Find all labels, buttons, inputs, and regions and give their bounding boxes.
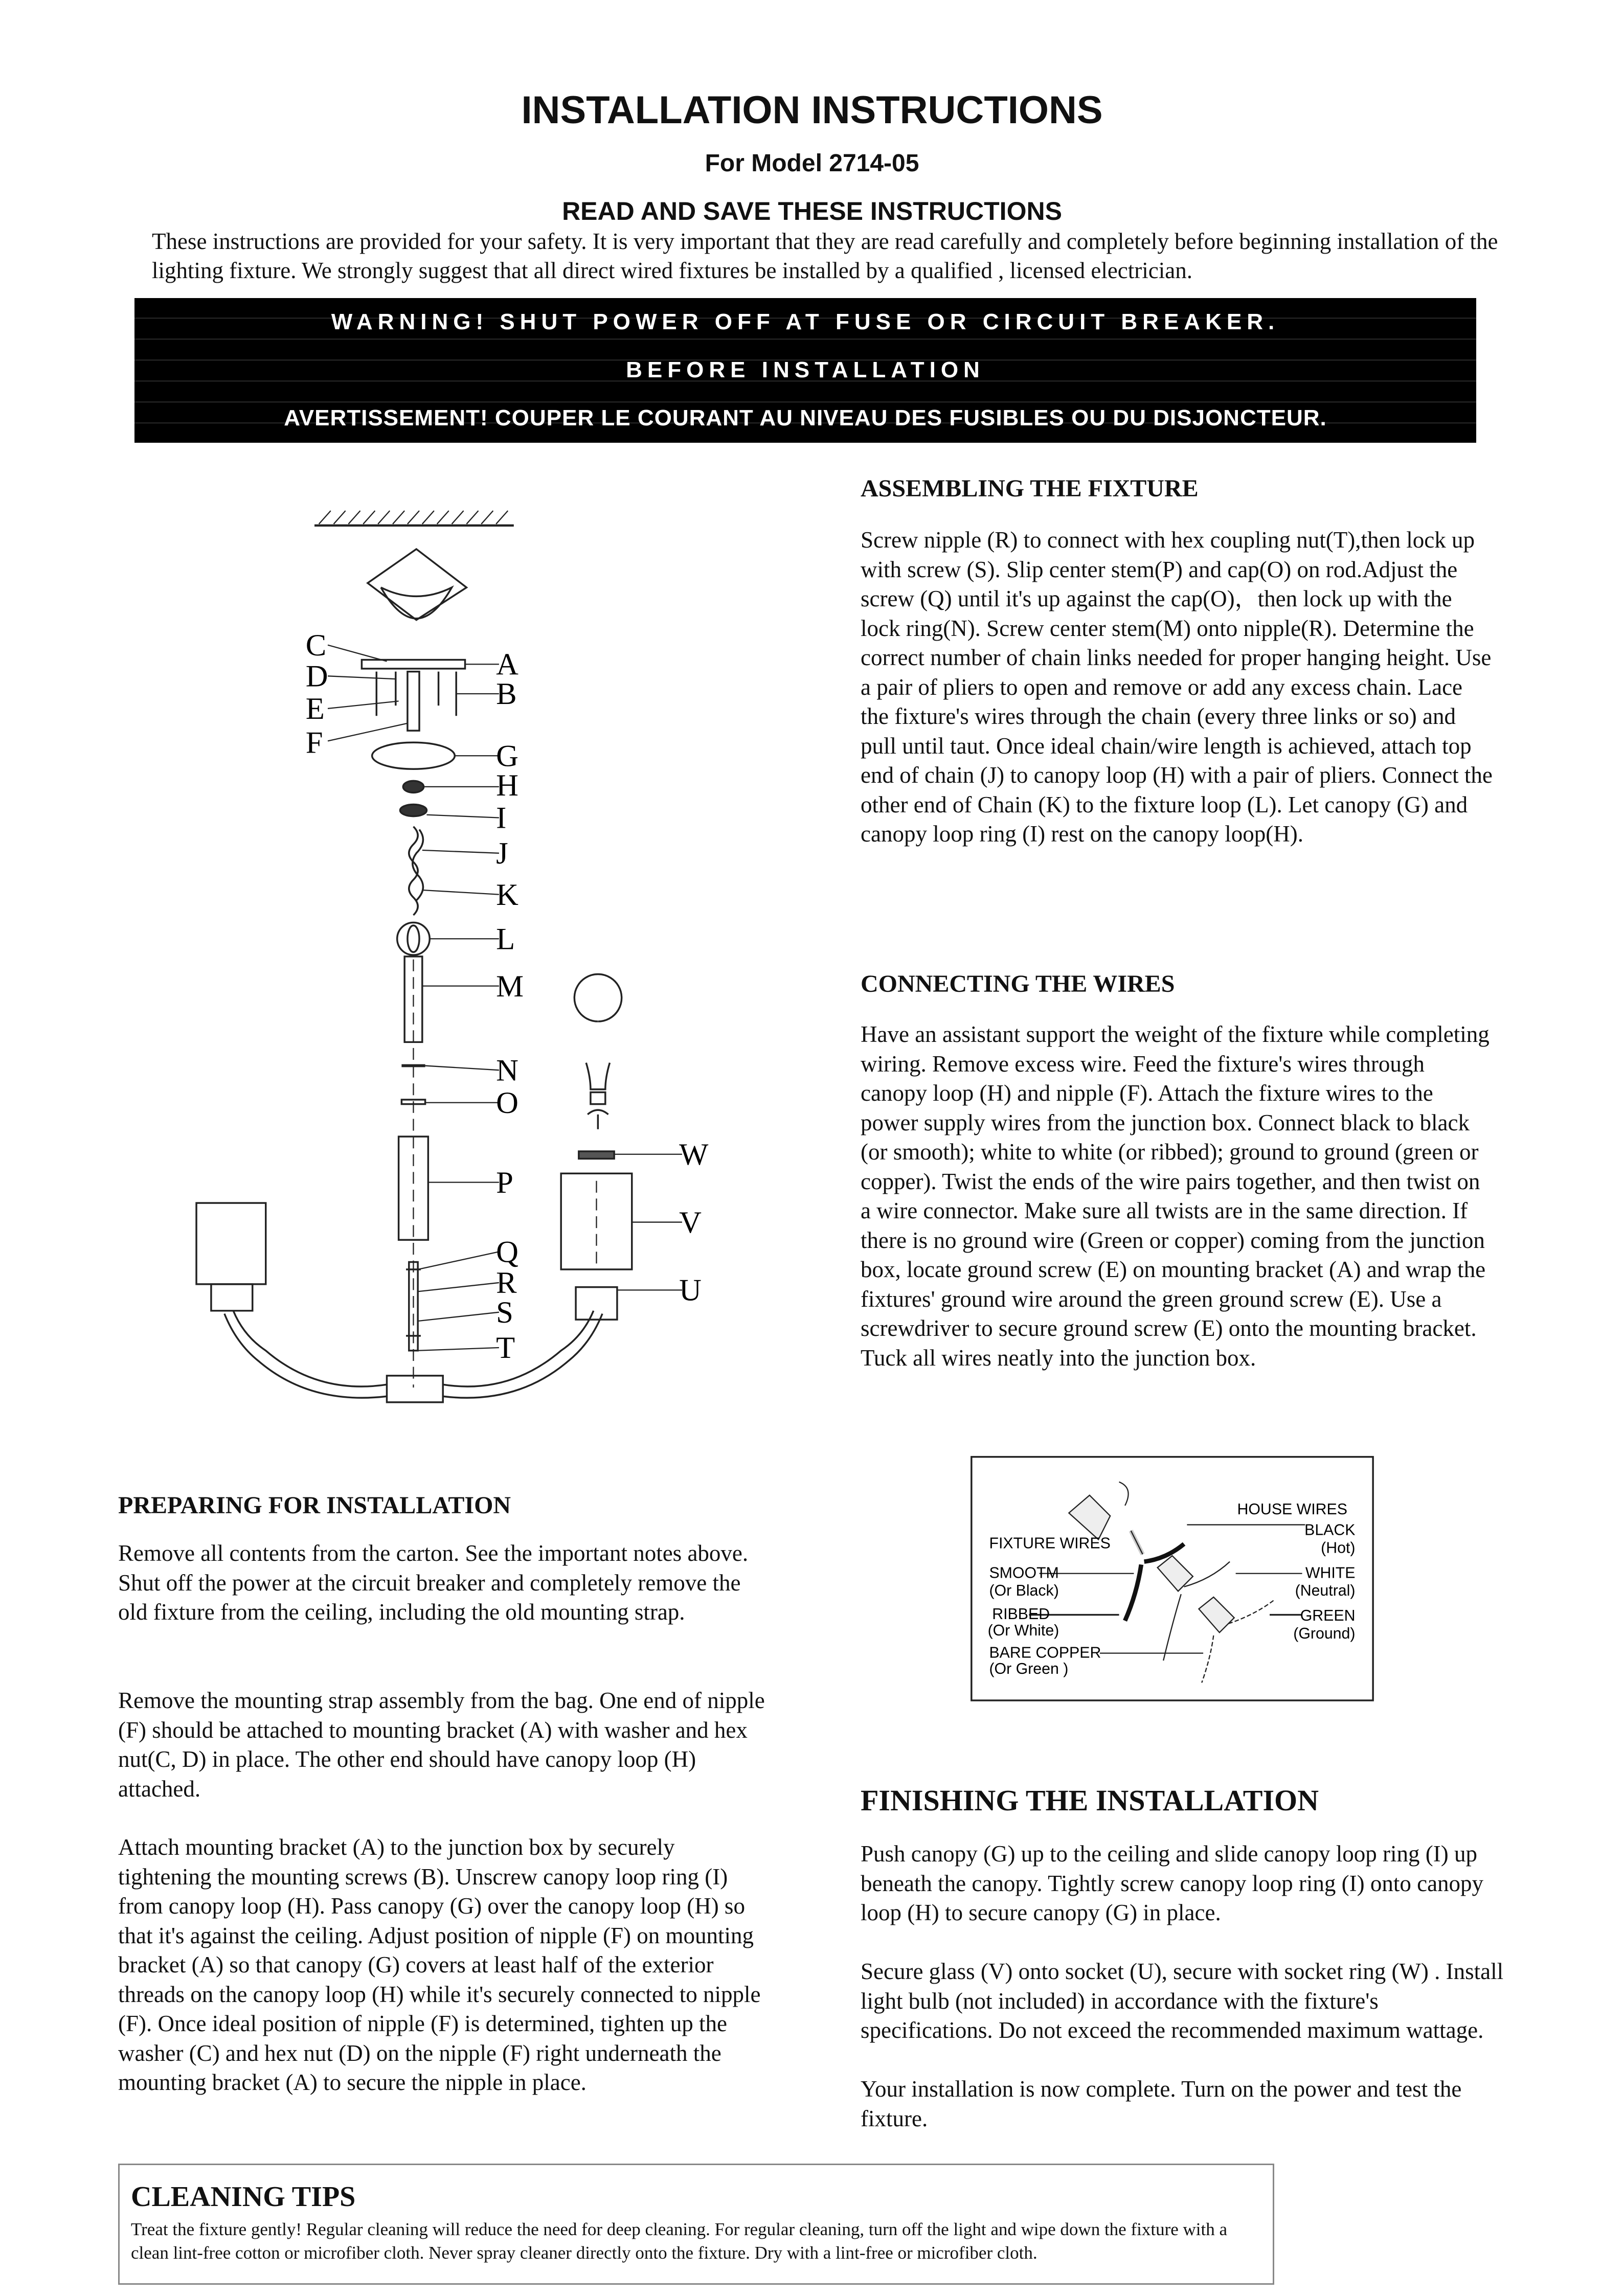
label-g: G <box>496 739 518 774</box>
bare-copper-label: BARE COPPER <box>989 1644 1101 1662</box>
or-white-label: (Or White) <box>987 1622 1059 1639</box>
preparing-text-3: Attach mounting bracket (A) to the junction box by securely tightening the mounting screws (B). Unscrew canopy loop ring (I) from canopy loop (H). Pass canopy (G) over the canopy loop (H) so that it's against the ceiling. Adjust position of nipple (F) on mounting bracket (A) so that canopy (G) covers at least half of the exterior threads on the canopy loop (H) while it's securely connected to nipple (F). Once ideal position of nipple (F) is determined, tighten up the washer (C) and hex nut (D) on the nipple (F) right underneath the mounting bracket (A) to secure the nipple in place. <box>118 1834 761 2095</box>
warning-line-1: WARNING! SHUT POWER OFF AT FUSE OR CIRCUIT BREAKER. <box>331 309 1280 334</box>
label-k: K <box>496 877 518 912</box>
label-q: Q <box>496 1235 518 1269</box>
black-label: BLACK <box>1304 1521 1356 1539</box>
mounting-plate <box>368 549 466 620</box>
label-c: C <box>305 628 327 663</box>
cleaning-text: Treat the fixture gently! Regular cleaning will reduce the need for deep cleaning. For regular cleaning, turn off the light and wipe down the fixture with a clean lint-free cotton or microfiber cloth. Never spray cleaner directly onto the fixture. Dry with a lint-free or microfiber cloth. <box>131 2219 1228 2263</box>
label-u: U <box>679 1273 702 1308</box>
connecting-heading: CONNECTING THE WIRES <box>861 970 1175 997</box>
label-t: T <box>496 1331 515 1366</box>
finishing-text-3: Your installation is now complete. Turn on the power and test the fixture. <box>861 2076 1462 2131</box>
label-e: E <box>305 692 325 726</box>
label-m: M <box>496 969 524 1004</box>
green-label: GREEN <box>1300 1607 1356 1625</box>
white-label: WHITE <box>1305 1564 1356 1582</box>
model-number: For Model 2714-05 <box>705 150 919 177</box>
label-l: L <box>496 922 515 957</box>
label-b: B <box>496 677 517 712</box>
or-black-label: (Or Black) <box>989 1582 1059 1600</box>
label-f: F <box>305 725 323 760</box>
label-v: V <box>679 1205 702 1240</box>
label-d: D <box>305 659 328 694</box>
preparing-text-2: Remove the mounting strap assembly from the bag. One end of nipple (F) should be attached to mounting bracket (A) with washer and hex nut(C, D) in place. The other end should have canopy loop (H) attached. <box>118 1688 765 1802</box>
wire-connection-diagram <box>972 1457 1373 1700</box>
label-s: S <box>496 1295 513 1330</box>
page-title: INSTALLATION INSTRUCTIONS <box>521 88 1103 132</box>
ground-label: (Ground) <box>1293 1625 1356 1642</box>
label-j: J <box>496 836 508 871</box>
fixture-exploded-diagram <box>196 511 682 1402</box>
label-w: W <box>679 1137 709 1172</box>
fixture-wires-label: FIXTURE WIRES <box>989 1535 1111 1552</box>
finishing-heading: FINISHING THE INSTALLATION <box>861 1784 1319 1817</box>
ribbed-label: RIBBED <box>992 1606 1050 1623</box>
label-p: P <box>496 1165 513 1200</box>
cleaning-heading: CLEANING TIPS <box>131 2181 356 2213</box>
connecting-text: Have an assistant support the weight of the fixture while completing wiring. Remove excess wire. Feed the fixture's wires through canopy loop (H) and nipple (F). Attach the fixture wires to the power supply wires from the junction box. Connect black to black (or smooth); white to white (or ribbed); ground to ground (green or copper). Twist the ends of the wire pairs together, and then twist on a wire connector. Make sure all twists are in the same direction. If there is no ground wire (Green or copper) coming from the junction box, locate ground screw (E) on mounting bracket (A) and wrap the fixtures' ground wire around the green ground screw (E). Use a screwdriver to secure ground screw (E) onto the mounting bracket. Tuck all wires neatly into the junction box. <box>861 1021 1490 1371</box>
assembling-text: Screw nipple (R) to connect with hex coupling nut(T),then lock up with screw (S). Slip center stem(P) and cap(O) on rod.Adjust the screw (Q) until it's up against the cap(O)，then lock up with the lock ring(N). Screw center stem(M) onto nipple(R). Determine the correct number of chain links needed for proper hanging height. Use a pair of pliers to open and remove or add any excess chain. Lace the fixture's wires through the chain (every three links or so) and pull until taut. Once ideal chain/wire length is achieved, attach top end of chain (J) to canopy loop (H) with a pair of pliers. Connect the other end of Chain (K) to the fixture loop (L). Let canopy (G) and canopy loop ring (I) rest on the canopy loop(H). <box>861 527 1493 847</box>
label-o: O <box>496 1085 518 1120</box>
preparing-heading: PREPARING FOR INSTALLATION <box>118 1492 511 1519</box>
finishing-text-2: Secure glass (V) onto socket (U), secure with socket ring (W) . Install light bulb (not included) in accordance with the fixture's specifications. Do not exceed the recommended maximum wattage. <box>861 1959 1504 2043</box>
neutral-label: (Neutral) <box>1295 1582 1356 1600</box>
warning-line-2: BEFORE INSTALLATION <box>626 357 985 382</box>
warning-line-3: AVERTISSEMENT! COUPER LE COURANT AU NIVEAU DES FUSIBLES OU DU DISJONCTEUR. <box>284 405 1327 430</box>
label-n: N <box>496 1053 518 1088</box>
intro-paragraph: These instructions are provided for your safety. It is very important that they are read carefully and completely before beginning installation of the lighting fixture. We strongly suggest that all direct wired fixtures be installed by a qualified , licensed electrician. <box>152 229 1498 283</box>
label-r: R <box>496 1266 517 1301</box>
assembling-heading: ASSEMBLING THE FIXTURE <box>861 475 1199 502</box>
label-h: H <box>496 768 518 803</box>
hot-label: (Hot) <box>1321 1539 1356 1557</box>
smooth-label: SMOOTM <box>989 1564 1059 1582</box>
house-wires-label: HOUSE WIRES <box>1237 1501 1347 1518</box>
preparing-text-1: Remove all contents from the carton. See the important notes above. Shut off the power at the circuit breaker and completely remove the old fixture from the ceiling, including the old mounting strap. <box>118 1540 749 1625</box>
label-a: A <box>496 647 518 682</box>
diagram-labels <box>306 628 709 1365</box>
label-i: I <box>496 801 507 835</box>
finishing-text-1: Push canopy (G) up to the ceiling and slide canopy loop ring (I) up beneath the canopy. Tightly screw canopy loop ring (I) onto canopy loop (H) to secure canopy (G) in place. <box>861 1841 1484 1925</box>
or-green-label: (Or Green ) <box>989 1661 1069 1678</box>
read-save-notice: READ AND SAVE THESE INSTRUCTIONS <box>562 197 1062 225</box>
